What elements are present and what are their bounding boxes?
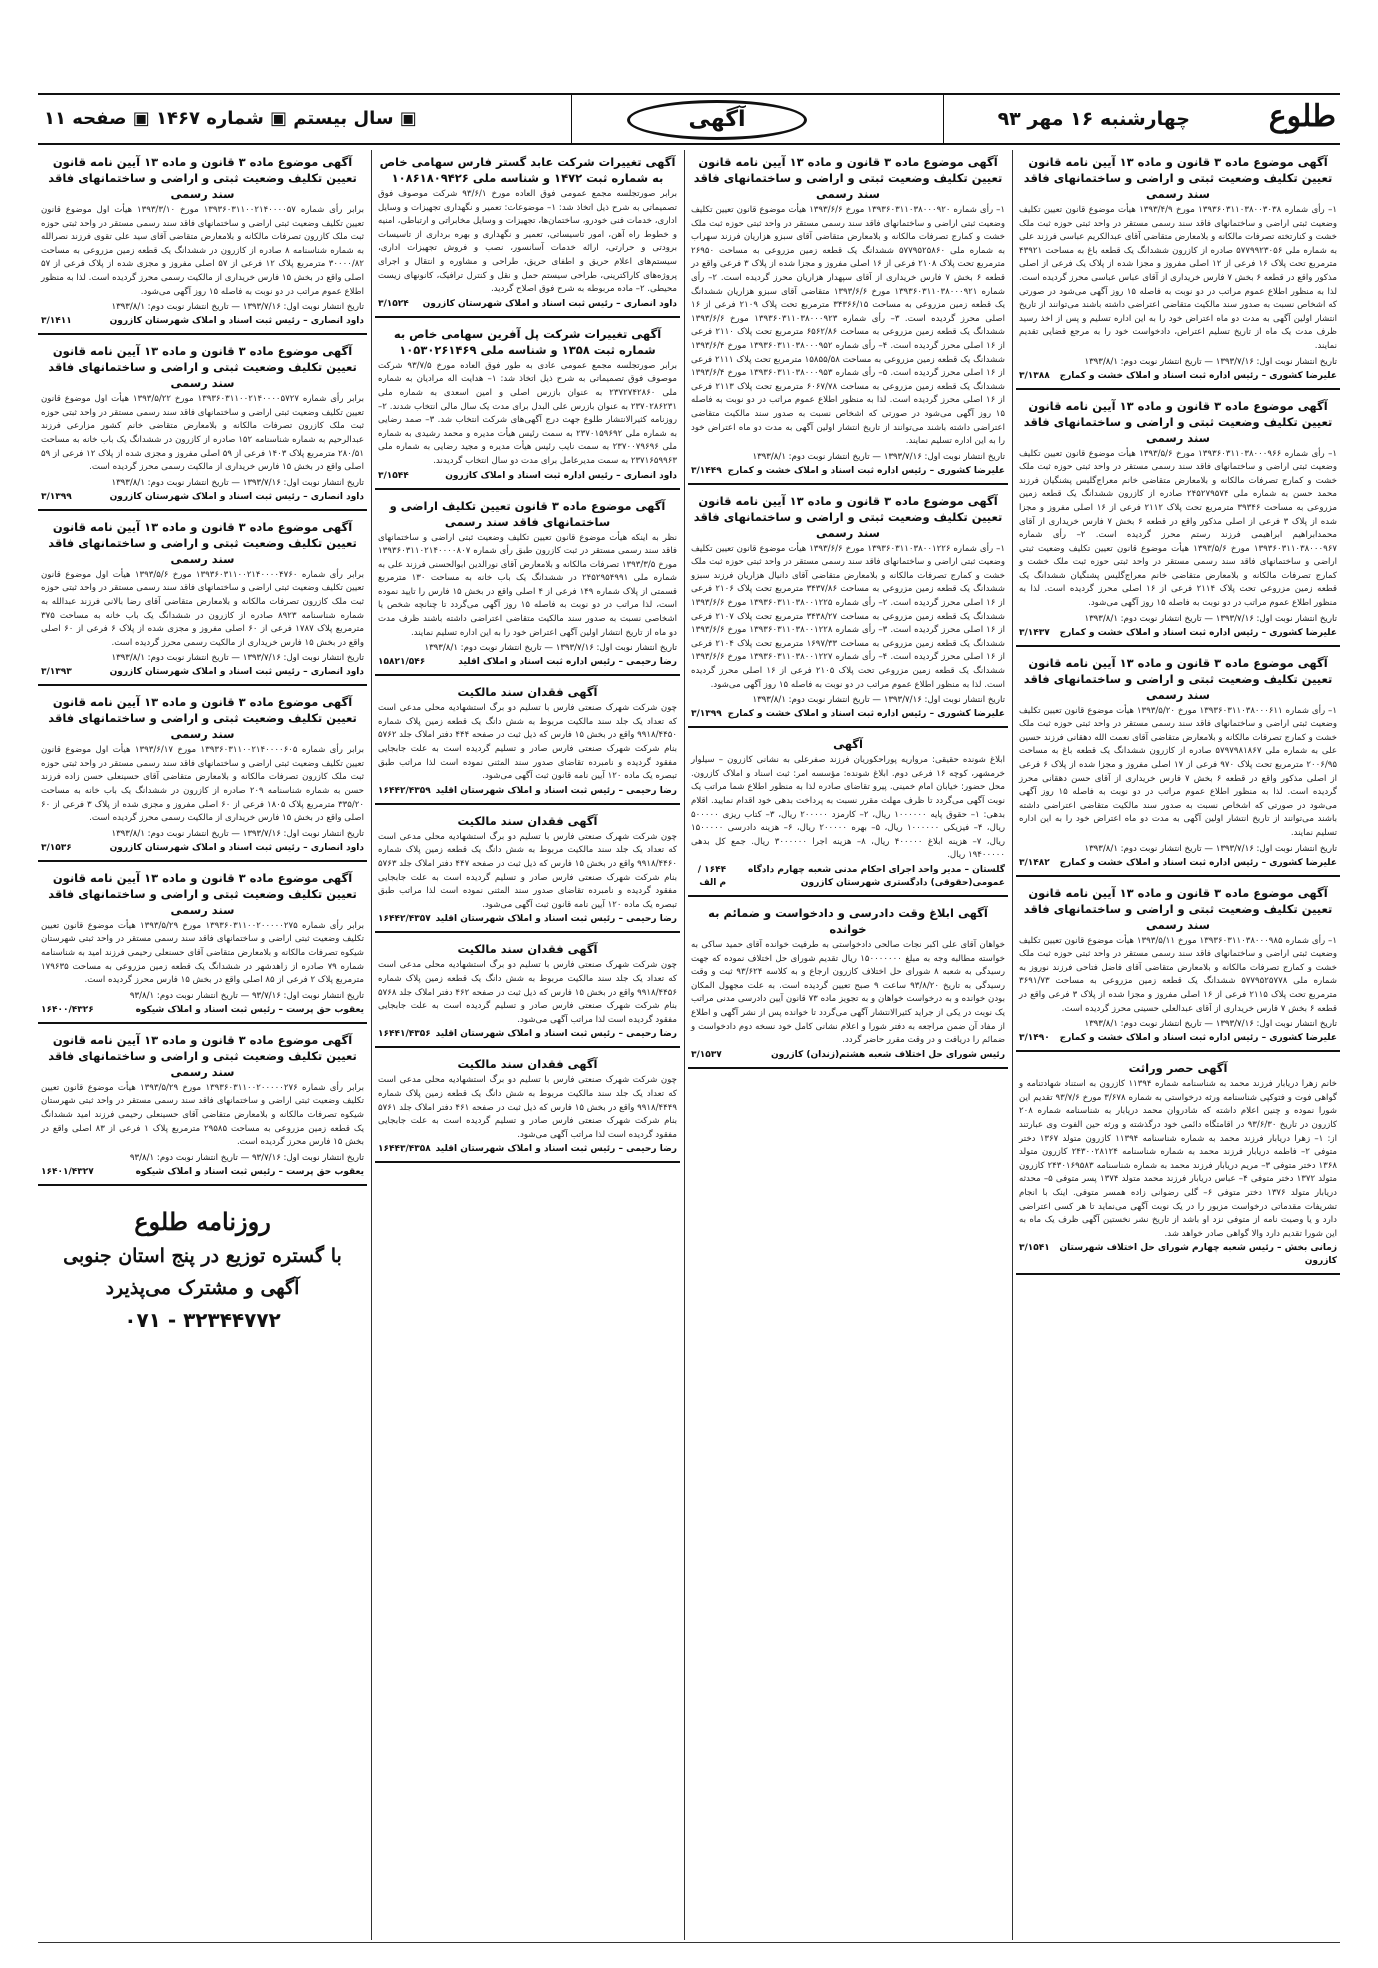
ad-title: آگهی bbox=[833, 737, 863, 752]
ad-signature bbox=[378, 470, 677, 483]
ad-signature bbox=[378, 656, 677, 669]
column-rule bbox=[684, 150, 685, 1940]
ad-reference-number: ۳/۱۴۸۲ bbox=[1019, 857, 1050, 868]
ad-signatory: داود انصاری – رئیس ثبت اسناد و املاک شهرستان کازرون bbox=[109, 316, 364, 327]
ad-signatory: داود انصاری – رئیس اداره ثبت اسناد و املاک کازرون bbox=[445, 470, 677, 481]
ad-signature bbox=[41, 666, 364, 679]
ad-signatory: رضا رحیمی – رئیس ثبت اسناد و املاک شهرستان اقلید bbox=[435, 1144, 677, 1155]
ad-signature bbox=[378, 298, 677, 311]
ad-reference-number: ۳/۱۴۱۱ bbox=[41, 316, 72, 327]
ad-body: برابر رأی شماره ۱۳۹۳۶۰۳۱۱۰۰۲۰۰۰۰۰۲۷۶ مورخ ۱۳۹۳/۵/۲۹ هیأت موضوع قانون تعیین تکلیف وضعیت ثبتی اراضی و ساختمانهای فاقد سند رسمی مستقر در واحد ثبتی شهرستان شیکوه تصرفات مالکانه و بلامعارض متقاضی آقای حسینعلی رحیمی فرزند امید ششدانگ یک قطعه زمین مزروعی به مساحت ۲۹۵۸۵ مترمربع پلاک ۱ فرعی از ۸۳ اصلی واقع در بخش ۱۵ فارس محرز گردیده است. bbox=[41, 1082, 364, 1148]
ad-signature bbox=[1019, 627, 1337, 640]
ad-body: برابر صورتجلسه مجمع عمومی عادی به طور فوق العاده مورخ ۹۳/۷/۵ شرکت موصوف فوق تصمیماتی به شرح ذیل اتخاذ شد: ۱– هدایت اله مرادیان به شماره ملی ۲۳۷۲۷۴۲۸۶۰ به عنوان بازرس اصلی و امین اسعدی به شماره ملی ۲۳۷۰۲۸۶۲۳۱ به عنوان بازرس علی البدل برای مدت یک سال مالی انتخاب شدند. ۲– روزنامه کثیرالانتشار طلوع جهت درج آگهی‌های شرکت انتخاب شد. ۳– صمد رضایی به شماره ملی ۲۳۷۰۱۵۹۶۹۲ به سمت رئیس هیأت مدیره و محمد رشیدی به شماره ملی ۲۳۷۰۰۷۹۶۹۶ به سمت نایب رئیس هیأت مدیره و مجید رضایی به شماره ملی ۲۳۷۱۶۵۹۹۶۳ به سمت مدیرعامل برای مدت دو سال انتخاب گردیدند. bbox=[378, 360, 678, 466]
ad-signatory: علیرضا کشوری – رئیس اداره ثبت اسناد و املاک خشت و کمارج bbox=[1059, 627, 1337, 638]
ad-reference-number: ۳/۱۵۲۴ bbox=[378, 298, 409, 309]
ad-body: ۱– رأی شماره ۱۳۹۳۶۰۳۱۱۰۳۸۰۰۰۶۱۱ مورخ ۱۳۹۳/۵/۲۰ هیأت موضوع قانون تعیین تکلیف وضعیت ثبتی اراضی و ساختمانهای فاقد سند رسمی مستقر در واحد ثبتی حوزه ثبت ملک خشت و کمارج تصرفات مالکانه و بلامعارض متقاضی آقای نعمت الله دهقانی فرزند حسین علی به شماره ملی ۵۷۹۷۹۸۱۸۶۷ صادره از کازرون ششدانگ یک قطعه باغ به مساحت ۲۰۰۶/۹۵ مترمربع تحت پلاک ۹۷۰ فرعی از ۱۷ اصلی مفروز و مجزا شده از پلاک ۶ فرعی از اصلی مذکور واقع در قطعه ۶ بخش ۷ فارس خریداری از آقای حسن دهقانی محرز گردیده است. لذا به منظور اطلاع عموم مراتب در دو نوبت به فاصله ۱۵ روز آگهی می‌شود در صورتی که اشخاص نسبت به صدور سند مالکیت متقاضی اعتراضی داشته باشند می‌توانند از تاریخ انتشار اولین آگهی به مدت دو ماه اعتراض خود را به این اداره تسلیم نمایند. bbox=[1019, 705, 1338, 838]
ad-signatory: رضا رحیمی – رئیس ثبت اسناد و املاک شهرستان اقلید bbox=[435, 785, 677, 796]
ad-reference-number: ۳/۱۴۴۹ bbox=[691, 465, 722, 476]
ad-signature bbox=[41, 491, 364, 504]
ad-title: آگهی موضوع ماده ۳ قانون و ماده ۱۳ آیین نامه قانون تعیین تکلیف وضعیت ثبتی و اراضی و ساختمانهای فاقد سند رسمی bbox=[1023, 655, 1333, 702]
column-rule bbox=[371, 150, 372, 1940]
ad-signature bbox=[691, 465, 1005, 478]
classified-ad bbox=[38, 1028, 367, 1186]
classified-ad bbox=[1016, 1056, 1340, 1275]
ad-body: برابر رأی شماره ۱۳۹۳۶۰۳۱۱۰۰۲۱۴۰۰۰۰۵۷۲۷ مورخ ۱۳۹۳/۵/۲۲ هیأت اول موضوع قانون تعیین تکلیف وضعیت ثبتی اراضی و ساختمانهای فاقد سند رسمی مستقر در واحد ثبتی حوزه ثبت ملک کازرون تصرفات مالکانه و بلامعارض متقاضی خانم کشور مزارعی فرزند عبدالرحیم به شماره شناسنامه ۱۵۲ صادره از کازرون در ششدانگ یک باب خانه به مساحت ۲۸۰/۵۱ مترمربع پلاک ۱۴۰۳ فرعی از ۵۹ اصلی مفروز و مجزی شده از پلاک ۱۲ فرعی از ۵۹ اصلی واقع در بخش ۱۵ فارس خریداری از مالکیت رسمی محرز گردیده است. bbox=[41, 394, 364, 473]
ad-signature bbox=[41, 842, 364, 855]
column-rule bbox=[1012, 150, 1013, 1940]
ad-title: آگهی تغییرات شرکت عابد گستر فارس سهامی خاص به شماره ثبت ۱۴۷۲ و شناسه ملی ۱۰۸۶۱۸۰۹۴۲۶ bbox=[379, 155, 676, 185]
ad-publish-dates: تاریخ انتشار نوبت اول: ۱۳۹۳/۷/۱۶ — تاریخ انتشار نوبت دوم: ۱۳۹۳/۸/۱ bbox=[111, 828, 364, 839]
ad-signature bbox=[41, 1004, 364, 1017]
ad-reference-number: ۱۶۴۴۲/۴۳۵۹ bbox=[378, 785, 431, 796]
ad-publish-dates: تاریخ انتشار نوبت اول: ۱۳۹۳/۷/۱۶ — تاریخ انتشار نوبت دوم: ۱۳۹۳/۸/۱ bbox=[1084, 613, 1337, 624]
ad-signatory: رضا رحیمی – رئیس ثبت اسناد و املاک شهرستان اقلید bbox=[435, 914, 677, 925]
ad-signatory: علیرضا کشوری – رئیس اداره ثبت اسناد و املاک خشت و کمارج bbox=[1059, 370, 1337, 381]
ad-title: آگهی موضوع ماده ۳ قانون و ماده ۱۳ آیین نامه قانون تعیین تکلیف وضعیت ثبتی و اراضی و ساختمانهای فاقد سند رسمی bbox=[48, 1032, 357, 1079]
ad-body: برابر رأی شماره ۱۳۹۳۶۰۳۱۱۰۰۲۱۴۰۰۰۰۴۷۶۰ مورخ ۱۳۹۳/۵/۶ هیأت اول موضوع قانون تعیین تکلیف وضعیت ثبتی اراضی و ساختمانهای فاقد سند رسمی مستقر در واحد ثبتی حوزه ثبت ملک کازرون تصرفات مالکانه و بلامعارض متقاضی آقای رضا بالانی فرزند عبدالله به شماره شناسنامه ۸۹۲۳ صادره از کازرون در ششدانگ یک باب خانه به مساحت ۳۷۵ مترمربع پلاک ۱۷۸۷ فرعی از ۶۰ اصلی مفروز و مجزی شده از پلاک ۶ فرعی از ۶۰ اصلی واقع در بخش ۱۵ فارس خریداری از مالکیت رسمی محرز گردیده است. bbox=[41, 569, 364, 648]
ad-signatory: یعقوب حق پرست – رئیس ثبت اسناد و املاک شیکوه bbox=[135, 1004, 364, 1015]
ad-title: آگهی موضوع ماده ۳ قانون و ماده ۱۳ آیین نامه قانون تعیین تکلیف وضعیت ثبتی و اراضی و ساختمانهای فاقد سند رسمی bbox=[48, 344, 357, 391]
ad-reference-number: ۱۶۴۴۳/۴۳۵۸ bbox=[378, 1144, 431, 1155]
ad-body: خواهان آقای علی اکبر نجات صالحی دادخواستی به طرفیت خوانده آقای حمید ساکی به خواسته مطالبه وجه به مبلغ ۱۵۰۰۰۰۰۰۰ ریال تقدیم شورای حل اختلاف نموده که جهت رسیدگی به شعبه ۸ شورای حل اختلاف کازرون ارجاع و به کلاسه ۹۳/۶۲۴ ثبت و وقت رسیدگی به تاریخ ۹۳/۸/۲۰ ساعت ۹ صبح تعیین گردیده است. به علت مجهول المکان بودن خوانده و به درخواست خواهان و به تجویز ماده ۷۳ قانون آیین دادرسی مدنی مراتب یک نوبت در یکی از جراید کثیرالانتشار آگهی می‌گردد تا خوانده پس از نشر آگهی و اطلاع از مفاد آن ضمن مراجعه به دفتر شورا و اعلام نشانی کامل خود نسخه دوم دادخواست و ضمائم را دریافت و در وقت مقرر حاضر گردد. bbox=[691, 939, 1006, 1046]
column-1 bbox=[1016, 150, 1340, 1940]
classified-ad bbox=[38, 866, 367, 1024]
ad-publish-dates: تاریخ انتشار نوبت اول: ۱۳۹۳/۷/۱۶ — تاریخ انتشار نوبت دوم: ۱۳۹۳/۸/۱ bbox=[424, 643, 677, 654]
classified-ad bbox=[688, 489, 1008, 729]
ad-body: چون شرکت شهرک صنعتی فارس با تسلیم دو برگ استشهادیه محلی مدعی است که تعداد یک جلد سند مالکیت مربوط به شش دانگ یک قطعه زمین پلاک شماره ۹۹۱۸/۴۴۵۰ واقع در بخش ۱۵ فارس که ذیل ثبت در صفحه ۴۴۴ دفتر املاک جلد ۵۷۶۲ بنام شرکت شهرک صنعتی فارس صادر و تسلیم گردیده است به علت جابجایی مفقود گردیده و نامبرده تقاضای صدور سند المثنی نموده است لذا مراتب طبق تبصره یک ماده ۱۲۰ آیین نامه قانون ثبت آگهی می‌شود. bbox=[378, 703, 677, 782]
ad-signatory: رضا رحیمی – رئیس اداره ثبت اسناد و املاک اقلید bbox=[458, 657, 677, 668]
classified-ad bbox=[688, 732, 1008, 897]
classified-ad bbox=[375, 322, 680, 490]
classified-ad bbox=[1016, 881, 1340, 1053]
promo-line2: با گستره توزیع در پنج استان جنوبی bbox=[63, 1244, 342, 1267]
newspaper-logo: طلوع bbox=[1268, 99, 1336, 134]
ad-body: چون شرکت شهرک صنعتی فارس با تسلیم دو برگ استشهادیه محلی مدعی است که تعداد یک جلد سند مالکیت مربوط به شش دانگ یک قطعه زمین پلاک شماره ۹۹۱۸/۴۴۵۶ واقع در بخش ۱۵ فارس که ذیل ثبت در صفحه ۴۶۲ دفتر املاک جلد ۵۷۶۸ بنام شرکت شهرک صنعتی فارس صادر و تسلیم گردیده است به علت جابجایی مفقود گردیده است لذا مراتب آگهی می‌شود. bbox=[378, 960, 677, 1025]
ad-reference-number: ۳/۱۳۸۸ bbox=[1019, 370, 1050, 381]
ad-signatory: داود انصاری – رئیس ثبت اسناد و املاک شهرستان کازرون bbox=[109, 667, 364, 678]
ad-signatory: رئیس شورای حل اختلاف شعبه هشتم(زندان) کازرون bbox=[770, 1049, 1005, 1060]
ad-signature bbox=[691, 864, 1005, 890]
ad-signatory: زمانی بخش – رئیس شعبه چهارم شورای حل اختلاف شهرستان کازرون bbox=[1059, 1243, 1337, 1267]
ad-signature bbox=[41, 315, 364, 328]
ad-body: برابر رأی شماره ۱۳۹۳۶۰۳۱۱۰۰۲۱۴۰۰۰۰۶۰۵ مورخ ۱۳۹۳/۶/۱۷ هیأت اول موضوع قانون تعیین تکلیف وضعیت ثبتی اراضی و ساختمانهای فاقد سند رسمی مستقر در واحد ثبتی حوزه ثبت ملک کازرون تصرفات مالکانه و بلامعارض متقاضی آقای حسینعلی حسن زاده فرزند حسن به شماره شناسنامه ۲۰۹ صادره از کازرون در ششدانگ یک باب خانه به مساحت ۳۳۵/۲۰ مترمربع پلاک ۱۸۰۵ فرعی از ۶۰ اصلی مفروز و مجزی شده از پلاک ۳ فرعی از ۶۰ اصلی واقع در بخش ۱۵ فارس خریداری از مالکیت رسمی محرز گردیده است. bbox=[41, 745, 364, 824]
ad-publish-dates: تاریخ انتشار نوبت اول: ۱۳۹۳/۷/۱۶ — تاریخ انتشار نوبت دوم: ۱۳۹۳/۸/۱ bbox=[111, 477, 364, 488]
ad-title: آگهی موضوع ماده ۳ قانون و ماده ۱۳ آیین نامه قانون تعیین تکلیف وضعیت ثبتی و اراضی و ساختمانهای فاقد سند رسمی bbox=[48, 695, 357, 742]
ad-body: چون شرکت شهرک صنعتی فارس با تسلیم دو برگ استشهادیه محلی مدعی است که تعداد یک جلد سند مالکیت مربوط به شش دانگ یک قطعه زمین پلاک شماره ۹۹۱۸/۴۴۴۹ واقع در بخش ۱۵ فارس که ذیل ثبت در صفحه ۴۶۱ دفتر املاک جلد ۵۷۶۱ بنام شرکت شهرک صنعتی فارس صادر و تسلیم گردیده است به علت جابجایی مفقود گردیده است لذا مراتب آگهی می‌شود. bbox=[378, 1075, 677, 1140]
ad-body: برابر صورتجلسه مجمع عمومی فوق العاده مورخ ۹۳/۶/۱ شرکت موصوف فوق تصمیماتی به شرح ذیل اتخاذ شد: ۱– موضوعات: تعمیر و نگهداری تجهیزات و وسایل اداری، خدمات فنی خودرو، ساختمان‌ها، تجهیزات و وسایل مخابراتی و ارتباطی، امنیه و خطوط راه آهن، امور تاسیساتی، تعمیر و نگهداری و بهره برداری از تاسیسات برودتی و حرارتی، ارائه خدمات آسانسور، نصب و فروش تجهیزات اداری، سیستم‌های اعلام حریق و اطفای حریق، طراحی و مشاوره و انتقال و اجرای پروژه‌های کاراکترینی، طراحی سیستم حمل و نقل و کنترل ترافیک، کانونهای زیست محیطی. ۲– ماده مربوطه به شرح فوق اصلاح گردید. bbox=[378, 189, 677, 295]
ad-signatory: علیرضا کشوری – رئیس اداره ثبت اسناد و املاک خشت و کمارج bbox=[727, 709, 1005, 720]
ad-reference-number: ۳/۱۴۳۷ bbox=[1019, 627, 1050, 638]
classified-ad bbox=[38, 515, 367, 687]
classified-ad bbox=[688, 150, 1008, 485]
ad-reference-number: ۱۵۸۲۱/۵۴۶ bbox=[378, 657, 426, 668]
column-2 bbox=[688, 150, 1008, 1940]
classified-ad bbox=[375, 1052, 680, 1163]
ad-publish-dates: تاریخ انتشار نوبت اول: ۱۳۹۳/۷/۱۶ — تاریخ انتشار نوبت دوم: ۱۳۹۳/۸/۱ bbox=[111, 302, 364, 313]
masthead-divider bbox=[571, 95, 572, 143]
ad-signatory: داود انصاری – رئیس ثبت اسناد و املاک شهرستان کازرون bbox=[109, 842, 364, 853]
section-title: آگهی bbox=[627, 100, 807, 140]
ad-signature bbox=[1019, 1242, 1337, 1268]
ad-body: برابر رأی شماره ۱۳۹۳۶۰۳۱۱۰۰۲۱۴۰۰۰۰۵۷ مورخ ۱۳۹۳/۳/۱۰ هیأت اول موضوع قانون تعیین تکلیف وضعیت ثبتی اراضی و ساختمانهای فاقد سند رسمی مستقر در واحد ثبتی حوزه ثبت ملک کازرون تصرفات مالکانه و بلامعارض متقاضی آقای سید علی تقوی فرزند نصرالله به شماره شناسنامه ۸ صادره از کازرون در ششدانگ یک قطعه زمین مزروعی به مساحت ۳۰۰۰۰/۸۲ مترمربع پلاک ۱۲ فرعی از ۵۷ اصلی مفروز و مجزی شده از پلاک فرعی از ۵۷ اصلی واقع در بخش ۱۵ فارس خریداری از مالکیت رسمی محرز گردیده است. لذا به منظور اطلاع عموم مراتب در دو نوبت به فاصله ۱۵ روز آگهی می‌شود. bbox=[41, 205, 365, 297]
ad-publish-dates: تاریخ انتشار نوبت اول: ۹۳/۷/۱۶ — تاریخ انتشار نوبت دوم: ۹۳/۸/۱ bbox=[129, 1152, 364, 1163]
ad-signature bbox=[1019, 370, 1337, 383]
ad-publish-dates: تاریخ انتشار نوبت اول: ۱۳۹۳/۷/۱۶ — تاریخ انتشار نوبت دوم: ۱۳۹۳/۸/۱ bbox=[1084, 356, 1337, 367]
ad-title: آگهی موضوع ماده ۳ قانون و ماده ۱۳ آیین نامه قانون تعیین تکلیف وضعیت ثبتی و اراضی و ساختمانهای فاقد سند رسمی bbox=[48, 870, 357, 917]
ad-reference-number: ۱۶۴۰۱/۴۳۲۷ bbox=[41, 1166, 94, 1177]
classified-ad bbox=[375, 937, 680, 1048]
ad-title: آگهی موضوع ماده ۳ قانون و ماده ۱۳ آیین نامه قانون تعیین تکلیف وضعیت ثبتی و اراضی و ساختمانهای فاقد سند رسمی bbox=[693, 493, 1003, 540]
ad-body: ۱– رأی شماره ۱۳۹۳۶۰۳۱۱۰۳۸۰۰۱۲۲۶ مورخ ۱۳۹۳/۶/۶ هیأت موضوع قانون تعیین تکلیف وضعیت ثبتی اراضی و ساختمانهای فاقد سند رسمی مستقر در واحد ثبتی حوزه ثبت ملک خشت و کمارج تصرفات مالکانه و بلامعارض متقاضی آقای دانیال هزاریان فرزند سبزو ششدانگ یک قطعه زمین مزروعی به مساحت ۳۴۳۷/۸۶ مترمربع تحت پلاک ۲۱۰۶ فرعی از ۱۶ اصلی محرز گردیده است. ۲– رأی شماره ۱۳۹۳۶۰۳۱۱۰۳۸۰۰۱۲۲۵ مورخ ۱۳۹۳/۶/۶ ششدانگ یک قطعه زمین مزروعی به مساحت ۳۴۳۸/۲۷ مترمربع تحت پلاک ۲۱۰۷ فرعی از ۱۶ اصلی محرز گردیده است. ۳– رأی شماره ۱۳۹۳۶۰۳۱۱۰۳۸۰۰۱۲۲۸ مورخ ۱۳۹۳/۶/۶ ششدانگ یک قطعه زمین مزروعی به مساحت ۱۶۹۷/۳۳ مترمربع تحت پلاک ۲۱۰۴ فرعی از ۱۶ اصلی محرز گردیده است. ۴– رأی شماره ۱۳۹۳۶۰۳۱۱۰۳۸۰۰۱۲۲۷ مورخ ۱۳۹۳/۶/۶ ششدانگ یک قطعه زمین مزروعی تحت پلاک ۲۱۰۵ فرعی از ۱۶ اصلی محرز گردیده است. لذا به منظور اطلاع عموم مراتب در دو نوبت به فاصله ۱۵ روز آگهی می‌شود. bbox=[691, 543, 1006, 690]
ad-title: آگهی موضوع ماده ۳ قانون و ماده ۱۳ آیین نامه قانون تعیین تکلیف وضعیت ثبتی و اراضی و ساختمانهای فاقد سند رسمی bbox=[1023, 398, 1333, 445]
classified-ad bbox=[375, 150, 680, 318]
ad-reference-number: ۱۶۴۰۰/۴۳۲۶ bbox=[41, 1004, 94, 1015]
ad-title: آگهی موضوع ماده ۳ قانون و ماده ۱۳ آیین نامه قانون تعیین تکلیف وضعیت ثبتی و اراضی و ساختمانهای فاقد سند رسمی bbox=[693, 155, 1003, 201]
column-3 bbox=[375, 150, 680, 1940]
ad-body: ۱– رأی شماره ۱۳۹۳۶۰۳۱۱۰۳۸۰۰۳۰۳۸ مورخ ۱۳۹۳/۴/۹ هیأت موضوع قانون تعیین تکلیف وضعیت ثبتی اراضی و ساختمانهای فاقد سند رسمی مستقر در واحد ثبتی حوزه ثبت ملک خشت و کنارتخته تصرفات مالکانه و بلامعارض متقاضی آقای عبدالکریم عباسی فرزند علی به شماره ملی ۵۷۷۹۹۲۳۰۵۶ صادره از کازرون ششدانگ یک قطعه باغ به مساحت ۴۳۹۲۱ مترمربع تحت پلاک ۱۶ فرعی از ۱۲ اصلی مفروز و مجزا شده از پلاک یک فرعی از اصلی مذکور واقع در قطعه ۶ بخش ۷ فارس خریداری از آقای عباس عباسی محرز گردیده است. لذا به منظور اطلاع عموم مراتب در دو نوبت به فاصله ۱۵ روز آگهی می‌شود در صورتی که اشخاص نسبت به صدور سند مالکیت متقاضی اعتراضی داشته باشند می‌توانند از تاریخ انتشار اولین آگهی به مدت دو ماه اعتراض خود را به این اداره تسلیم و پس از اخذ رسید ظرف مدت یک ماه از تاریخ تسلیم اعتراض، دادخواست خود را به مرجع قضایی تقدیم نمایند. bbox=[1019, 205, 1338, 351]
ad-publish-dates: تاریخ انتشار نوبت اول: ۱۳۹۳/۷/۱۶ — تاریخ انتشار نوبت دوم: ۱۳۹۳/۸/۱ bbox=[752, 695, 1005, 706]
ad-signatory: داود انصاری – رئیس ثبت اسناد و املاک شهرستان کازرون bbox=[422, 298, 677, 309]
ad-reference-number: ۳/۱۳۹۹ bbox=[691, 709, 722, 720]
ad-signatory: علیرضا کشوری – رئیس اداره ثبت اسناد و املاک خشت و کمارج bbox=[727, 465, 1005, 476]
masthead-divider bbox=[943, 95, 944, 143]
ad-signatory: رضا رحیمی – رئیس ثبت اسناد و املاک شهرستان اقلید bbox=[435, 1029, 677, 1040]
ad-signature bbox=[1019, 857, 1337, 870]
ad-signature bbox=[691, 708, 1005, 721]
classified-ad bbox=[375, 809, 680, 934]
ad-body: ۱– رأی شماره ۱۳۹۳۶۰۳۱۱۰۳۸۰۰۰۹۸۵ مورخ ۱۳۹۳/۵/۱۱ هیأت موضوع قانون تعیین تکلیف وضعیت ثبتی اراضی و ساختمانهای فاقد سند رسمی مستقر در واحد ثبتی حوزه ثبت ملک خشت و کمارج تصرفات مالکانه و بلامعارض متقاضی آقای فاضل فتاحی فرزند نوروز به شماره ملی ۵۷۷۹۵۲۵۷۷۸ ششدانگ یک قطعه زمین مزروعی به مساحت ۳۶۹۱/۷۳ مترمربع تحت پلاک ۲۱۱۵ فرعی از ۱۶ اصلی مفروز و مجزا شده از پلاک ۳ فرعی واقع در قطعه ۶ بخش ۷ فارس خریداری از آقای عبدالعلی حسینی محرز گردیده است. bbox=[1019, 935, 1337, 1014]
ad-reference-number: ۳/۱۵۴۱ bbox=[1019, 1243, 1050, 1254]
ad-body: ۱– رأی شماره ۱۳۹۳۶۰۳۱۱۰۳۸۰۰۰۹۶۶ مورخ ۱۳۹۳/۵/۶ هیأت موضوع قانون تعیین تکلیف وضعیت ثبتی اراضی و ساختمانهای فاقد سند رسمی مستقر در واحد ثبتی حوزه ثبت ملک خشت و کمارج تصرفات مالکانه و بلامعارض متقاضی خانم معراج‌گلیس پشنگیان فرزند محمد حسن به شماره ملی ۲۴۵۲۷۹۵۷۴ صادره از کازرون ششدانگ یک قطعه زمین مزروعی به مساحت ۳۹۳۴۶ مترمربع تحت پلاک ۲۱۱۲ فرعی از ۱۶ اصلی مفروز و مجزا شده از پلاک ۳ فرعی از اصلی مذکور واقع در قطعه ۶ بخش ۷ فارس خریداری از آقای محمدابراهیم ابراهیمی فرزند رستم محرز گردیده است. ۲– رأی شماره ۱۳۹۳۶۰۳۱۱۰۳۸۰۰۰۹۶۷ مورخ ۱۳۹۳/۵/۶ هیأت موضوع قانون تعیین تکلیف وضعیت ثبتی اراضی و ساختمانهای فاقد سند رسمی مستقر در واحد ثبتی حوزه ثبت ملک خشت و کمارج تصرفات مالکانه و بلامعارض متقاضی خانم معراج‌گلیس پشنگیان ششدانگ یک قطعه زمین مزروعی تحت پلاک ۲۱۱۴ فرعی از ۱۶ اصلی محرز گردیده است. لذا به منظور اطلاع عموم مراتب در دو نوبت به فاصله ۱۵ روز آگهی می‌شود. bbox=[1019, 448, 1338, 609]
classified-ad bbox=[688, 901, 1008, 1069]
newspaper-promo bbox=[38, 1190, 367, 1336]
issue-date: چهارشنبه ۱۶ مهر ۹۳ bbox=[997, 108, 1190, 130]
classified-ad bbox=[375, 494, 680, 677]
ad-title: آگهی حصر وراثت bbox=[1128, 1061, 1228, 1076]
column-4 bbox=[38, 150, 367, 1940]
ad-reference-number: ۳/۱۴۹۰ bbox=[1019, 1033, 1050, 1044]
ad-signature bbox=[378, 785, 677, 798]
ad-signatory: داود انصاری – رئیس ثبت اسناد و املاک شهرستان کازرون bbox=[109, 491, 364, 502]
ad-title: آگهی موضوع ماده ۳ قانون و ماده ۱۳ آیین نامه قانون تعیین تکلیف وضعیت ثبتی و اراضی و ساختمانهای فاقد سند رسمی bbox=[1023, 885, 1333, 932]
ad-title: آگهی موضوع ماده ۳ قانون تعیین تکلیف اراضی و ساختمانهای فاقد سند رسمی bbox=[389, 498, 666, 529]
page-bottom-rule bbox=[38, 1942, 1340, 1943]
ad-body: خانم زهرا دریابار فرزند محمد به شناسنامه شماره ۱۱۳۹۴ کازرون به استناد شهادتنامه و گواهی فوت و فتوکپی شناسنامه ورثه درخواستی به شماره ۳/۶۷۸ مورخ ۹۳/۷/۶ تقدیم این شورا نموده و چنین اعلام داشته که شادروان محمد دریابار به شناسنامه شماره ۲۰۸ کازرون در تاریخ ۹۳/۶/۳۰ در اقامتگاه دائمی خود درگذشته و ورثه حین الفوت وی عبارتند از: ۱– زهرا دریابار فرزند محمد به شماره شناسنامه ۱۱۳۹۴ کازرون متولد ۱۳۶۷ دختر متوفی ۲– فاطمه دریابار فرزند محمد به شماره شناسنامه ۲۴۳۰۰۲۸۱۲۴ کازرون متولد ۱۳۶۸ دختر متوفی ۳– مریم دریابار فرزند محمد به شماره شناسنامه ۲۴۳۰۱۶۹۵۸۳ کازرون متولد ۱۳۷۲ دختر متوفی ۴– عباس دریابار فرزند محمد متولد ۱۳۷۴ پسر متوفی ۵– محدثه دریابار متولد ۱۳۷۶ دختر متوفی ۶– گلی رضوانی زاده همسر متوفی. اینک با انجام تشریفات مقدماتی درخواست مزبور را در یک نوبت آگهی می‌نماید تا هر کسی اعتراضی دارد و یا وصیت نامه از متوفی نزد او باشد از تاریخ نشر نخستین آگهی ظرف یک ماه به این شورا تقدیم دارد والا گواهی صادر خواهد شد. bbox=[1019, 1079, 1338, 1239]
ad-title: آگهی موضوع ماده ۳ قانون و ماده ۱۳ آیین نامه قانون تعیین تکلیف وضعیت ثبتی و اراضی و ساختمانهای فاقد سند رسمی bbox=[1023, 155, 1333, 201]
ad-reference-number: ۱۶۴۴۲/۴۳۵۷ bbox=[378, 914, 431, 925]
ad-reference-number: ۳/۱۵۴۴ bbox=[378, 470, 409, 481]
ad-signature bbox=[691, 1049, 1005, 1062]
ad-reference-number: ۳/۱۳۹۳ bbox=[41, 667, 72, 678]
ad-title: آگهی فقدان سند مالکیت bbox=[457, 685, 598, 700]
ad-title: آگهی موضوع ماده ۳ قانون و ماده ۱۳ آیین نامه قانون تعیین تکلیف وضعیت ثبتی و اراضی و ساختمانهای فاقد سند رسمی bbox=[48, 155, 357, 201]
classified-ad bbox=[375, 680, 680, 805]
ad-signatory: یعقوب حق پرست – رئیس ثبت اسناد و املاک شیکوه bbox=[135, 1166, 364, 1177]
ad-signatory: گلستان – مدیر واحد اجرای احکام مدنی شعبه چهارم دادگاه عمومی(حقوقی) دادگستری شهرستان کازرون bbox=[747, 864, 1005, 888]
classified-ad bbox=[1016, 150, 1340, 390]
ad-reference-number: ۱۶۴۴۱/۴۳۵۶ bbox=[378, 1029, 431, 1040]
ad-signatory: علیرضا کشوری – رئیس اداره ثبت اسناد و املاک خشت و کمارج bbox=[1059, 1033, 1337, 1044]
ad-title: آگهی ابلاغ وقت دادرسی و دادخواست و ضمائم به خوانده bbox=[708, 905, 988, 936]
classified-ad bbox=[38, 339, 367, 511]
promo-line1: روزنامه طلوع bbox=[134, 1206, 271, 1236]
ad-publish-dates: تاریخ انتشار نوبت اول: ۱۳۹۳/۷/۱۶ — تاریخ انتشار نوبت دوم: ۱۳۹۳/۸/۱ bbox=[1084, 1019, 1337, 1030]
ad-signature bbox=[378, 1143, 677, 1156]
ad-signature bbox=[1019, 1032, 1337, 1045]
ad-signature bbox=[378, 913, 677, 926]
ad-signature bbox=[41, 1166, 364, 1179]
ad-publish-dates: تاریخ انتشار نوبت اول: ۱۳۹۳/۷/۱۶ — تاریخ انتشار نوبت دوم: ۱۳۹۳/۸/۱ bbox=[1084, 843, 1337, 854]
ad-title: آگهی فقدان سند مالکیت bbox=[457, 813, 598, 828]
promo-line3: آگهی و مشترک می‌پذیرد bbox=[105, 1276, 300, 1299]
issue-info: ▣ سال بیستم ▣ شماره ۱۴۶۷ ▣ صفحه ۱۱ bbox=[44, 108, 417, 129]
ad-reference-number: ۳/۱۵۳۷ bbox=[691, 1049, 722, 1060]
ad-title: آگهی موضوع ماده ۳ قانون و ماده ۱۳ آیین نامه قانون تعیین تکلیف وضعیت ثبتی و اراضی و ساختمانهای فاقد سند رسمی bbox=[48, 519, 357, 566]
classified-ad bbox=[1016, 394, 1340, 647]
ad-reference-number: ۳/۱۳۹۹ bbox=[41, 491, 72, 502]
ad-publish-dates: تاریخ انتشار نوبت اول: ۱۳۹۳/۷/۱۶ — تاریخ انتشار نوبت دوم: ۱۳۹۳/۸/۱ bbox=[111, 653, 364, 664]
classified-ad bbox=[38, 150, 367, 335]
ad-title: آگهی فقدان سند مالکیت bbox=[457, 1057, 598, 1072]
ad-title: آگهی فقدان سند مالکیت bbox=[457, 942, 598, 957]
ad-publish-dates: تاریخ انتشار نوبت اول: ۹۳/۷/۱۶ — تاریخ انتشار نوبت دوم: ۹۳/۸/۱ bbox=[129, 990, 364, 1001]
ad-reference-number: ۳/۱۵۳۶ bbox=[41, 842, 72, 853]
ad-body: ابلاغ شونده حقیقی: مرواریه پوراحکوریان فرزند صفرعلی به نشانی کازرون – سیلوار خرمشهر، کوچه ۱۶ فرعی دوم. ابلاغ شونده: مؤسسه امر: ثبت اسناد و املاک کازرون. محل حضور: خیابان امام خمینی. پیرو تقاضای صادره لذا به منظور اطلاع شما مراتب یک نوبت آگهی می‌گردد تا ظرف مهلت مقرر نسبت به پرداخت بدهی خود اقدام نمایید. اقلام بدهی: ۱– حقوق پایه ۱۰۰۰۰۰۰ ریال، ۲– کارمزد ۲۰۰۰۰۰ ریال، ۳– کتاب ریزی ۵۰۰۰۰۰ ریال، ۴– فیزیکی ۱۰۰۰۰۰۰ ریال، ۵– بهره ۲۰۰۰۰۰ ریال، ۶– هزینه دادرسی ۱۵۰۰۰۰۰ ریال، ۷– هزینه ابلاغ ۴۰۰۰۰۰ ریال، ۸– هزینه اجرا ۳۰۰۰۰۰۰ ریال. جمع کل بدهی ۱۹۴۰۰۰۰۰ ریال. bbox=[691, 755, 1005, 861]
masthead bbox=[38, 93, 1340, 145]
ad-body: نظر به اینکه هیأت موضوع قانون تعیین تکلیف وضعیت ثبتی اراضی و ساختمانهای فاقد سند رسمی مستقر در ثبت کازرون طبق رأی شماره ۱۳۹۳۶۰۳۱۱۰۲۱۴۰۰۰۰۸۰۷ مورخ ۱۳۹۳/۳/۵ تصرفات مالکانه و بلامعارض آقای نورالدین ابوالحسنی فرزند علی به شماره ملی ۲۴۵۲۹۵۴۹۹۱ در ششدانگ یک باب خانه به مساحت ۱۳۰ مترمربع قسمتی از پلاک شماره ۱۴۹ فرعی از ۴ اصلی واقع در بخش ۱۵ فارس را تایید نموده است، لذا مراتب در دو نوبت به فاصله ۱۵ روز آگهی می‌گردد تا چنانچه شخص یا اشخاصی نسبت به صدور سند مالکیت متقاضی اعتراضی داشته باشند ظرف مدت دو ماه از تاریخ انتشار اولین آگهی اعتراض خود را به این اداره تسلیم نمایند. bbox=[378, 532, 678, 638]
ad-body: چون شرکت شهرک صنعتی فارس با تسلیم دو برگ استشهادیه محلی مدعی است که تعداد یک جلد سند مالکیت مربوط به شش دانگ یک قطعه زمین پلاک شماره ۹۹۱۸/۴۴۶۰ واقع در بخش ۱۵ فارس که ذیل ثبت در صفحه ۴۴۷ دفتر املاک جلد ۵۷۶۳ بنام شرکت شهرک صنعتی فارس صادر و تسلیم گردیده است به علت جابجایی مفقود گردیده و نامبرده تقاضای صدور سند المثنی نموده است لذا مراتب طبق تبصره یک ماده ۱۲۰ آیین نامه قانون ثبت آگهی می‌شود. bbox=[378, 831, 677, 910]
ad-signature bbox=[378, 1028, 677, 1041]
ad-publish-dates: تاریخ انتشار نوبت اول: ۱۳۹۳/۷/۱۶ — تاریخ انتشار نوبت دوم: ۱۳۹۳/۸/۱ bbox=[752, 451, 1005, 462]
ad-title: آگهی تغییرات شرکت پل آفرین سهامی خاص به شماره ثبت ۱۳۵۸ و شناسه ملی ۱۰۵۳۰۲۶۱۴۶۹ bbox=[393, 326, 662, 357]
ad-body: برابر رأی شماره ۱۳۹۳۶۰۳۱۱۰۰۲۰۰۰۰۰۲۷۵ مورخ ۱۳۹۳/۵/۲۹ هیأت موضوع قانون تعیین تکلیف وضعیت ثبتی اراضی و ساختمانهای فاقد سند رسمی مستقر در واحد ثبتی شهرستان شیکوه تصرفات مالکانه و بلامعارض متقاضی آقای حسنعلی رحیمی فرزند امید به شناسنامه شماره ۷۹ صادره از زاهدشهر در ششدانگ یک قطعه زمین مزروعی به مساحت ۱۷۹۶۳۵ مترمربع پلاک ۲ فرعی از ۸۵ اصلی واقع در بخش ۱۵ فارس محرز گردیده است. bbox=[41, 920, 364, 986]
ad-reference-number: ۱۶۴۴ / م الف bbox=[697, 864, 727, 888]
ad-body: ۱– رأی شماره ۱۳۹۳۶۰۳۱۱۰۳۸۰۰۰۹۲۰ مورخ ۱۳۹۳/۶/۶ هیأت موضوع قانون تعیین تکلیف وضعیت ثبتی اراضی و ساختمانهای فاقد سند رسمی مستقر در واحد ثبتی حوزه ثبت ملک خشت و کمارج تصرفات مالکانه و بلامعارض متقاضی آقای سبزو هزاریان فرزند سهراب به شماره ملی ۵۷۷۹۵۲۵۸۶۰ ششدانگ یک قطعه زمین مزروعی به مساحت ۲۶۹۵۰ مترمربع تحت پلاک ۲۱۰۸ فرعی از ۱۶ اصلی مفروز و مجزا شده از پلاک ۳ فرعی واقع در قطعه ۶ بخش ۷ فارس خریداری از آقای سپهدار هزاریان محرز گردیده است. ۲– رأی شماره ۱۳۹۳۶۰۳۱۱۰۳۸۰۰۰۹۲۱ مورخ ۱۳۹۳/۶/۶ متقاضی آقای سبزو هزاریان ششدانگ یک قطعه زمین مزروعی به مساحت ۳۴۳۶۶/۱۵ مترمربع تحت پلاک ۲۱۰۹ فرعی از ۱۶ اصلی محرز گردیده است. ۳– رأی شماره ۱۳۹۳۶۰۳۱۱۰۳۸۰۰۰۹۲۳ مورخ ۱۳۹۳/۶/۶ ششدانگ یک قطعه زمین مزروعی به مساحت ۶۵۶۲/۸۶ مترمربع تحت پلاک ۲۱۱۰ فرعی از ۱۶ اصلی محرز گردیده است. ۴– رأی شماره ۱۳۹۳۶۰۳۱۱۰۳۸۰۰۰۹۵۲ مورخ ۱۳۹۳/۶/۴ ششدانگ یک قطعه زمین مزروعی به مساحت ۱۵۸۵۵/۵۸ مترمربع تحت پلاک ۲۱۱۱ فرعی از ۱۶ اصلی محرز گردیده است. ۵– رأی شماره ۱۳۹۳۶۰۳۱۱۰۳۸۰۰۰۹۵۳ مورخ ۱۳۹۳/۶/۴ ششدانگ یک قطعه زمین مزروعی به مساحت ۶۰۶۷/۷۸ مترمربع تحت پلاک ۲۱۱۳ فرعی از ۱۶ اصلی محرز گردیده است. لذا به منظور اطلاع عموم مراتب در دو نوبت به فاصله ۱۵ روز آگهی می‌شود در صورتی که اشخاص نسبت به صدور سند مالکیت متقاضی اعتراضی داشته باشند می‌توانند از تاریخ انتشار اولین آگهی به مدت دو ماه اعتراض خود را به این اداره تسلیم نمایند. bbox=[691, 205, 1006, 447]
promo-line4: ۰۷۱ - ۳۲۳۴۴۷۷۲ bbox=[124, 1307, 281, 1332]
classified-ad bbox=[38, 690, 367, 862]
ad-signatory: علیرضا کشوری – رئیس اداره ثبت اسناد و املاک خشت و کمارج bbox=[1059, 857, 1337, 868]
classified-ad bbox=[1016, 651, 1340, 877]
